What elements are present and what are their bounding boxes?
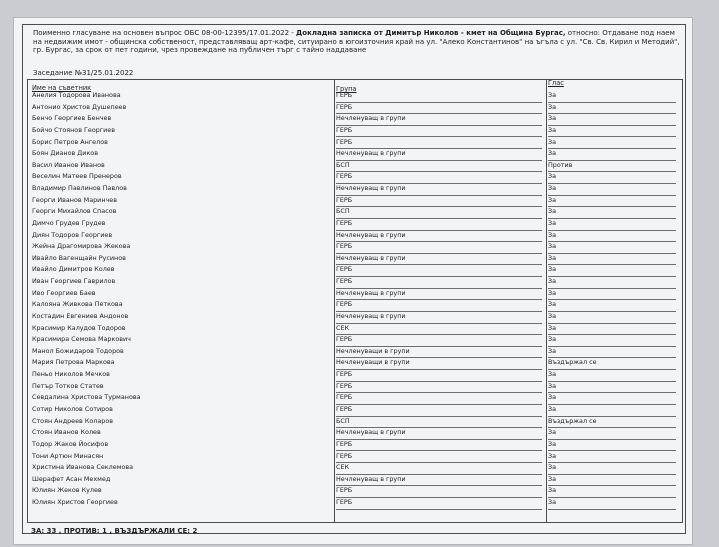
session-label: Заседание №31/25.01.2022 (33, 69, 134, 77)
councillor-group: БСП (336, 206, 542, 219)
vote-subject (33, 29, 683, 55)
councillor-group: ГЕРБ (336, 90, 542, 103)
votes-table (27, 79, 683, 523)
table-row (28, 392, 682, 404)
councillor-group: ГЕРБ (336, 195, 542, 208)
councillor-vote: Въздържал се (548, 357, 676, 370)
councillor-vote: За (548, 497, 676, 510)
councillor-group: Нечленуващи в групи (336, 357, 542, 370)
councillor-name: Христина Иванова Секлемова (32, 463, 134, 472)
councillor-group: ГЕРБ (336, 276, 542, 289)
councillor-group: ГЕРБ (336, 264, 542, 277)
councillor-name: Сотир Николов Сотиров (32, 405, 113, 413)
column-header-vote: Глас (548, 79, 564, 87)
councillor-name: Красимира Семова Маркович (32, 335, 131, 344)
councillor-vote: За (548, 288, 676, 301)
councillor-group: ГЕРБ (336, 102, 542, 115)
table-row (28, 241, 682, 253)
councillor-vote: За (548, 381, 676, 394)
councillor-vote: За (548, 451, 676, 464)
councillor-name: Диян Тодоров Георгиев (32, 230, 113, 239)
table-row (28, 230, 682, 242)
table-row (28, 148, 682, 160)
table-row (28, 171, 682, 183)
councillor-vote: За (548, 195, 676, 208)
table-row (28, 509, 682, 521)
councillor-group: ГЕРБ (336, 439, 542, 452)
councillor-name: Владимир Павлинов Павлов (32, 184, 127, 193)
councillor-vote: За (548, 474, 676, 487)
councillor-name: Васил Иванов Иванов (32, 160, 105, 169)
table-row (28, 311, 682, 323)
table-row (28, 346, 682, 358)
councillor-name: Борис Петров Ангелов (32, 137, 108, 146)
councillor-vote: За (548, 276, 676, 289)
councillor-name: Севдалина Христова Турманова (32, 393, 141, 402)
councillor-name: Иво Георгиев Баев (32, 288, 96, 297)
councillor-name: Калояна Живкова Петкова (32, 300, 123, 309)
table-row (28, 416, 682, 428)
councillor-vote: За (548, 346, 676, 359)
councillor-vote: За (548, 485, 676, 498)
councillor-group: Нечленуващ в групи (336, 148, 542, 161)
councillor-vote: За (548, 311, 676, 324)
councillor-group: ГЕРБ (336, 485, 542, 498)
councillor-vote: За (548, 462, 676, 475)
councillor-vote: За (548, 299, 676, 312)
table-row (28, 451, 682, 463)
councillor-group: Нечленуващ в групи (336, 230, 542, 243)
councillor-vote: За (548, 102, 676, 115)
councillor-name: Тодор Жаков Йосифов (32, 439, 109, 448)
councillor-name: Петър Тотков Статев (32, 381, 104, 390)
councillor-group: ГЕРБ (336, 334, 542, 347)
councillor-name: Тони Артюн Минасян (32, 451, 104, 460)
councillor-name: Ивайло Вагенщайн Русинов (32, 253, 126, 262)
table-row (28, 288, 682, 300)
councillor-vote: За (548, 137, 676, 150)
table-row (28, 334, 682, 346)
councillor-name: Бенчо Георгиев Бенчев (32, 114, 112, 123)
councillor-name: Жейна Драгомирова Жекова (32, 242, 131, 251)
councillor-name: Юлиян Христов Георгиев (32, 498, 118, 507)
table-row (28, 102, 682, 114)
table-row (28, 357, 682, 369)
councillor-vote: За (548, 264, 676, 277)
councillor-vote: За (548, 392, 676, 405)
councillor-name: Мария Петрова Маркова (32, 358, 115, 367)
councillor-group: ГЕРБ (336, 392, 542, 405)
table-row (28, 404, 682, 416)
councillor-group: БСП (336, 416, 542, 429)
table-row (28, 218, 682, 230)
table-row (28, 485, 682, 497)
column-header-group: Група (336, 85, 357, 93)
councillor-vote: За (548, 148, 676, 161)
table-row (28, 299, 682, 311)
table-row (28, 369, 682, 381)
councillor-vote: За (548, 369, 676, 382)
councillor-vote (548, 509, 676, 510)
table-row (28, 125, 682, 137)
table-row (28, 474, 682, 486)
councillor-name: Антонио Христов Душепеев (32, 102, 127, 111)
councillor-group: ГЕРБ (336, 137, 542, 150)
councillor-group: СЕК (336, 323, 542, 336)
councillor-name: Димчо Грудев Грудев (32, 218, 106, 227)
vote-subject-rest: относно: Отдаване под наем на недвижим имот - общинска собственост, представляващ арт-кафе, ситуирано в югоизточния край на ул. "Алеко Константинов" на ъгъла с ул. "Св. Св. Кирил и Методий", гр. Бургас, за срок от пет години, чрез провеждане на публичен търг с тайно наддаване (33, 29, 680, 55)
table-row (28, 439, 682, 451)
councillor-group: ГЕРБ (336, 451, 542, 464)
table-row (28, 160, 682, 172)
councillor-vote: За (548, 230, 676, 243)
councillor-vote: За (548, 183, 676, 196)
councillor-name: Веселин Матеев Пренеров (32, 172, 122, 181)
councillor-name: Манол Божидаров Тодоров (32, 346, 124, 355)
councillor-group: Нечленуващ в групи (336, 113, 542, 126)
councillor-name: Георги Иванов Маринчев (32, 195, 117, 204)
councillor-group: Нечленуващ в групи (336, 474, 542, 487)
table-row (28, 323, 682, 335)
councillor-group: Нечленуващ в групи (336, 288, 542, 301)
councillor-name: Боян Дианов Диков (32, 149, 98, 158)
councillor-vote: За (548, 323, 676, 336)
table-row (28, 381, 682, 393)
councillor-group: ГЕРБ (336, 369, 542, 382)
councillor-vote: За (548, 113, 676, 126)
councillor-name: Пеньо Николов Мечков (32, 370, 110, 379)
councillor-vote: За (548, 90, 676, 103)
councillor-name: Красимир Калудов Тодоров (32, 323, 126, 332)
councillor-vote: За (548, 171, 676, 184)
councillor-vote: За (548, 206, 676, 219)
document-frame (22, 24, 686, 534)
table-row (28, 183, 682, 195)
councillor-vote: За (548, 253, 676, 266)
vote-subject-intro: Поименно гласуване на основен въпрос ОБС 08-00-12395/17.01.2022 - (33, 29, 297, 37)
councillor-group: ГЕРБ (336, 125, 542, 138)
councillor-group: ГЕРБ (336, 171, 542, 184)
councillor-vote: За (548, 404, 676, 417)
table-row (28, 462, 682, 474)
table-row (28, 90, 682, 102)
councillor-name: Шерафет Асан Мехмед (32, 474, 111, 483)
table-row (28, 113, 682, 125)
councillor-vote: За (548, 241, 676, 254)
councillor-group: ГЕРБ (336, 218, 542, 231)
councillor-name: Стоян Иванов Колев (32, 428, 101, 437)
councillor-name: Бойчо Стоянов Георгиев (32, 125, 115, 134)
councillor-vote: За (548, 439, 676, 452)
councillor-vote: За (548, 125, 676, 138)
document-sheet (14, 18, 692, 544)
councillor-group: Нечленуващ в групи (336, 183, 542, 196)
councillor-name: Георги Михайлов Спасов (32, 207, 117, 216)
councillor-name: Костадин Евгениев Андонов (32, 311, 129, 320)
table-row (28, 137, 682, 149)
councillor-group (336, 509, 542, 510)
table-row (28, 264, 682, 276)
councillor-name: Юлиян Жеков Кулев (32, 486, 102, 495)
councillor-vote: За (548, 334, 676, 347)
table-row (28, 253, 682, 265)
councillor-name: Ивайло Димитров Колев (32, 265, 115, 274)
table-row (28, 195, 682, 207)
vote-subject-bold: Докладна записка от Димитър Николов - кмет на Община Бургас, (296, 29, 566, 37)
table-row (28, 497, 682, 509)
councillor-group: Нечленуващ в групи (336, 253, 542, 266)
councillor-group: ГЕРБ (336, 241, 542, 254)
councillor-group: ГЕРБ (336, 299, 542, 312)
councillor-vote: Против (548, 160, 676, 173)
councillor-group: ГЕРБ (336, 404, 542, 417)
councillor-name: Анелия Тодорова Иванова (32, 91, 121, 99)
councillor-group: ГЕРБ (336, 381, 542, 394)
table-row (28, 427, 682, 439)
councillor-group: СЕК (336, 462, 542, 475)
councillor-group: Нечленуващ в групи (336, 311, 542, 324)
councillor-vote: Въздържал се (548, 416, 676, 429)
column-header-name: Име на съветник (32, 84, 92, 92)
councillor-group: ГЕРБ (336, 497, 542, 510)
councillor-vote: За (548, 427, 676, 440)
vote-totals: ЗА: 33 , ПРОТИВ: 1 , ВЪЗДЪРЖАЛИ СЕ: 2 (31, 527, 198, 535)
table-row (28, 206, 682, 218)
councillor-group: Нечленуващ в групи (336, 427, 542, 440)
councillor-group: БСП (336, 160, 542, 173)
councillor-group: Нечленуващи в групи (336, 346, 542, 359)
councillor-name: Стоян Андреев Коларов (32, 416, 114, 425)
table-row (28, 276, 682, 288)
councillor-vote: За (548, 218, 676, 231)
councillor-name: Иван Георгиев Гаврилов (32, 277, 116, 286)
